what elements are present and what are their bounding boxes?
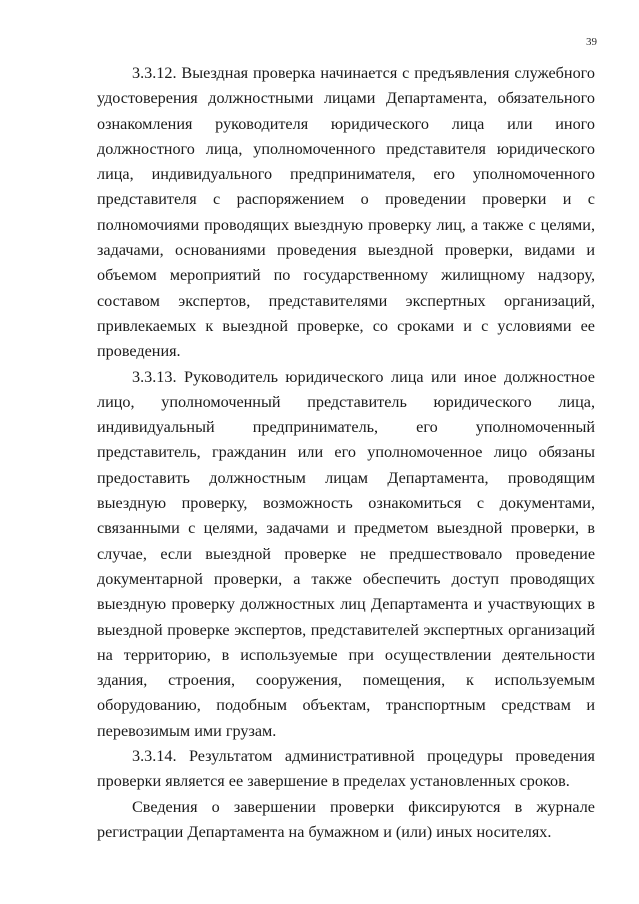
page-number: 39	[586, 36, 597, 48]
paragraph-3-3-12: 3.3.12. Выездная проверка начинается с предъявления служебного удостоверения должностными лицами Департамента, обязательного ознакомления руководителя юридического лица или иного должностного лица, уполномоченного представителя юридического лица, индивидуального предпринимателя, его уполномоченного представителя с распоряжением о проведении проверки и с полномочиями проводящих выездную проверку лиц, а также с целями, задачами, основаниями проведения выездной проверки, видами и объемом мероприятий по государственному жилищному надзору, составом экспертов, представителями экспертных организаций, привлекаемых к выездной проверке, со сроками и с условиями ее проведения.	[97, 64, 595, 361]
paragraph-3-3-14: 3.3.14. Результатом административной процедуры проведения проверки является ее завершение в пределах установленных сроков.	[97, 747, 595, 791]
paragraph-completion-info: Сведения о завершении проверки фиксируются в журнале регистрации Департамента на бумажном и (или) иных носителях.	[97, 797, 595, 841]
paragraph-3-3-13: 3.3.13. Руководитель юридического лица или иное должностное лицо, уполномоченный представитель юридического лица, индивидуальный предприниматель, его уполномоченный представитель, гражданин или его уполномоченное лицо обязаны предоставить должностным лицам Департамента, проводящим выездную проверку, возможность ознакомиться с документами, связанными с целями, задачами и предметом выездной проверки, в случае, если выездной проверке не предшествовало проведение документарной проверки, а также обеспечить доступ проводящих выездную проверку должностных лиц Департамента и участвующих в выездной проверке экспертов, представителей экспертных организаций на территорию, в используемые при осуществлении деятельности здания, строения, сооружения, помещения, к используемым оборудованию, подобным объектам, транспортным средствам и перевозимым ими грузам.	[97, 367, 595, 740]
body-text	[97, 61, 595, 845]
